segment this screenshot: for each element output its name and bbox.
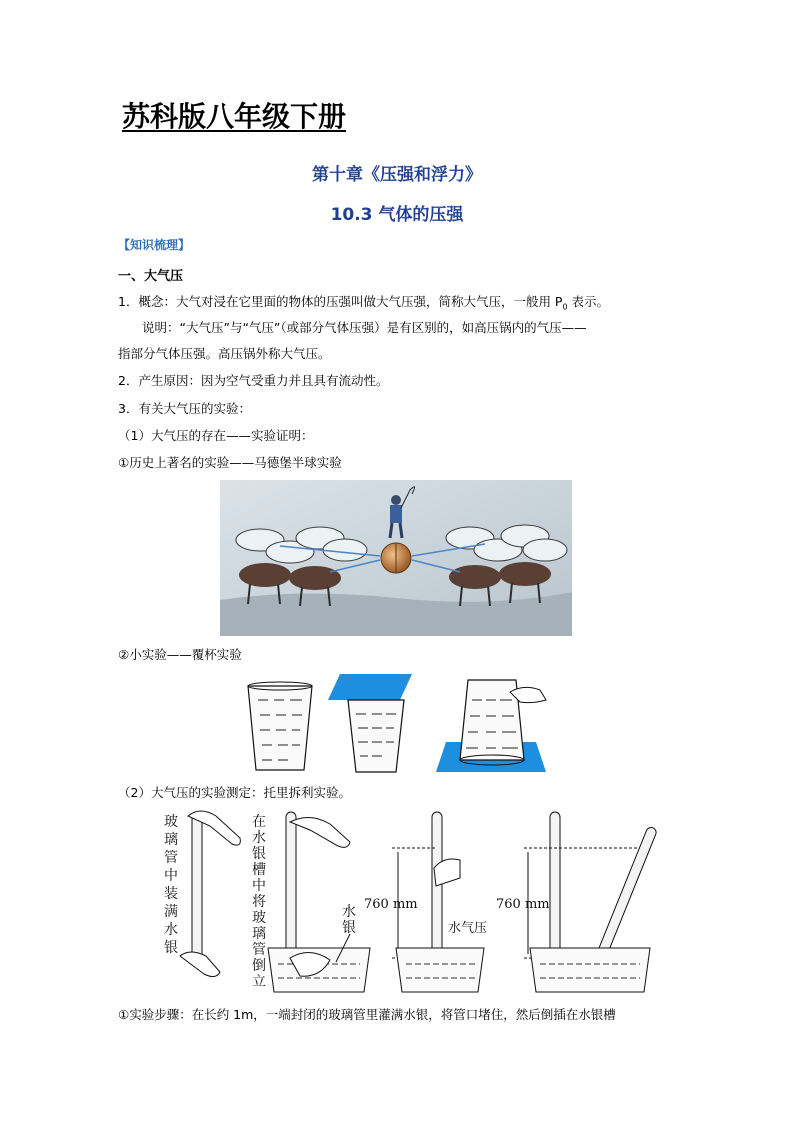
step-paragraph: ①实验步骤：在长约 1m，一端封闭的玻璃管里灌满水银，将管口堵住，然后倒插在水银槽: [118, 1007, 616, 1022]
concept-text: 1．概念：大气对浸在它里面的物体的压强叫做大气压强，简称大气压，一般用 P: [118, 294, 563, 309]
label-invert-11: 立: [252, 974, 266, 990]
torricelli-heading: （2）大气压的实验测定：托里拆利实验。: [118, 785, 351, 800]
label-mercury-1: 水: [342, 904, 356, 920]
label-invert-6: 将: [252, 894, 266, 910]
magdeburg-caption: ①历史上著名的实验——马德堡半球实验: [118, 455, 342, 470]
cause-paragraph: 2．产生原因：因为空气受重力并且具有流动性。: [118, 373, 389, 388]
section-title: 10.3 气体的压强: [330, 205, 464, 225]
label-fill-tube-1: 玻: [164, 814, 178, 830]
concept-end: 表示。: [567, 294, 610, 309]
label-invert-2: 水: [252, 830, 266, 846]
label-vapor-pressure: 水气压: [448, 921, 488, 936]
label-fill-tube-4: 中: [164, 868, 178, 884]
magdeburg-hemispheres-image: [220, 480, 572, 636]
label-invert-10: 倒: [252, 958, 266, 974]
note-line-2: 指部分气体压强。高压锅外称大气压。: [118, 346, 331, 361]
label-mercury-2: 银: [342, 920, 356, 936]
experiments-heading: 3．有关大气压的实验：: [118, 401, 251, 416]
label-invert-9: 管: [252, 942, 266, 958]
existence-heading: （1）大气压的存在——实验证明：: [118, 428, 314, 443]
concept-paragraph: [118, 292, 609, 318]
note-line-1: 说明：“大气压”与“气压”（或部分气体压强）是有区别的，如高压锅内的气压——: [142, 320, 587, 335]
label-invert-7: 玻: [252, 910, 266, 926]
label-invert-3: 银: [252, 846, 266, 862]
cup-experiment-image: [240, 670, 550, 776]
torricelli-experiment-image: [160, 808, 660, 998]
label-fill-tube-7: 水: [164, 922, 178, 938]
label-invert-4: 槽: [252, 862, 266, 878]
heading-atmospheric-pressure: 一、大气压: [118, 269, 184, 284]
label-invert-1: 在: [252, 814, 266, 830]
label-760mm-right: 760 mm: [496, 897, 550, 912]
label-invert-5: 中: [252, 878, 266, 894]
label-invert-8: 璃: [252, 926, 266, 942]
p-subscript: 0: [562, 302, 568, 312]
knowledge-tag: 【知识梳理】: [118, 238, 191, 252]
label-fill-tube-8: 银: [164, 940, 178, 956]
label-760mm-left: 760 mm: [364, 897, 418, 912]
book-title: 苏科版八年级下册: [122, 100, 347, 133]
label-fill-tube-3: 管: [164, 850, 178, 866]
cup-experiment-caption: ②小实验——覆杯实验: [118, 647, 242, 662]
label-fill-tube-6: 满: [164, 904, 178, 920]
label-fill-tube-2: 璃: [164, 832, 178, 848]
label-fill-tube-5: 装: [164, 886, 178, 902]
chapter-title: 第十章《压强和浮力》: [312, 165, 482, 185]
